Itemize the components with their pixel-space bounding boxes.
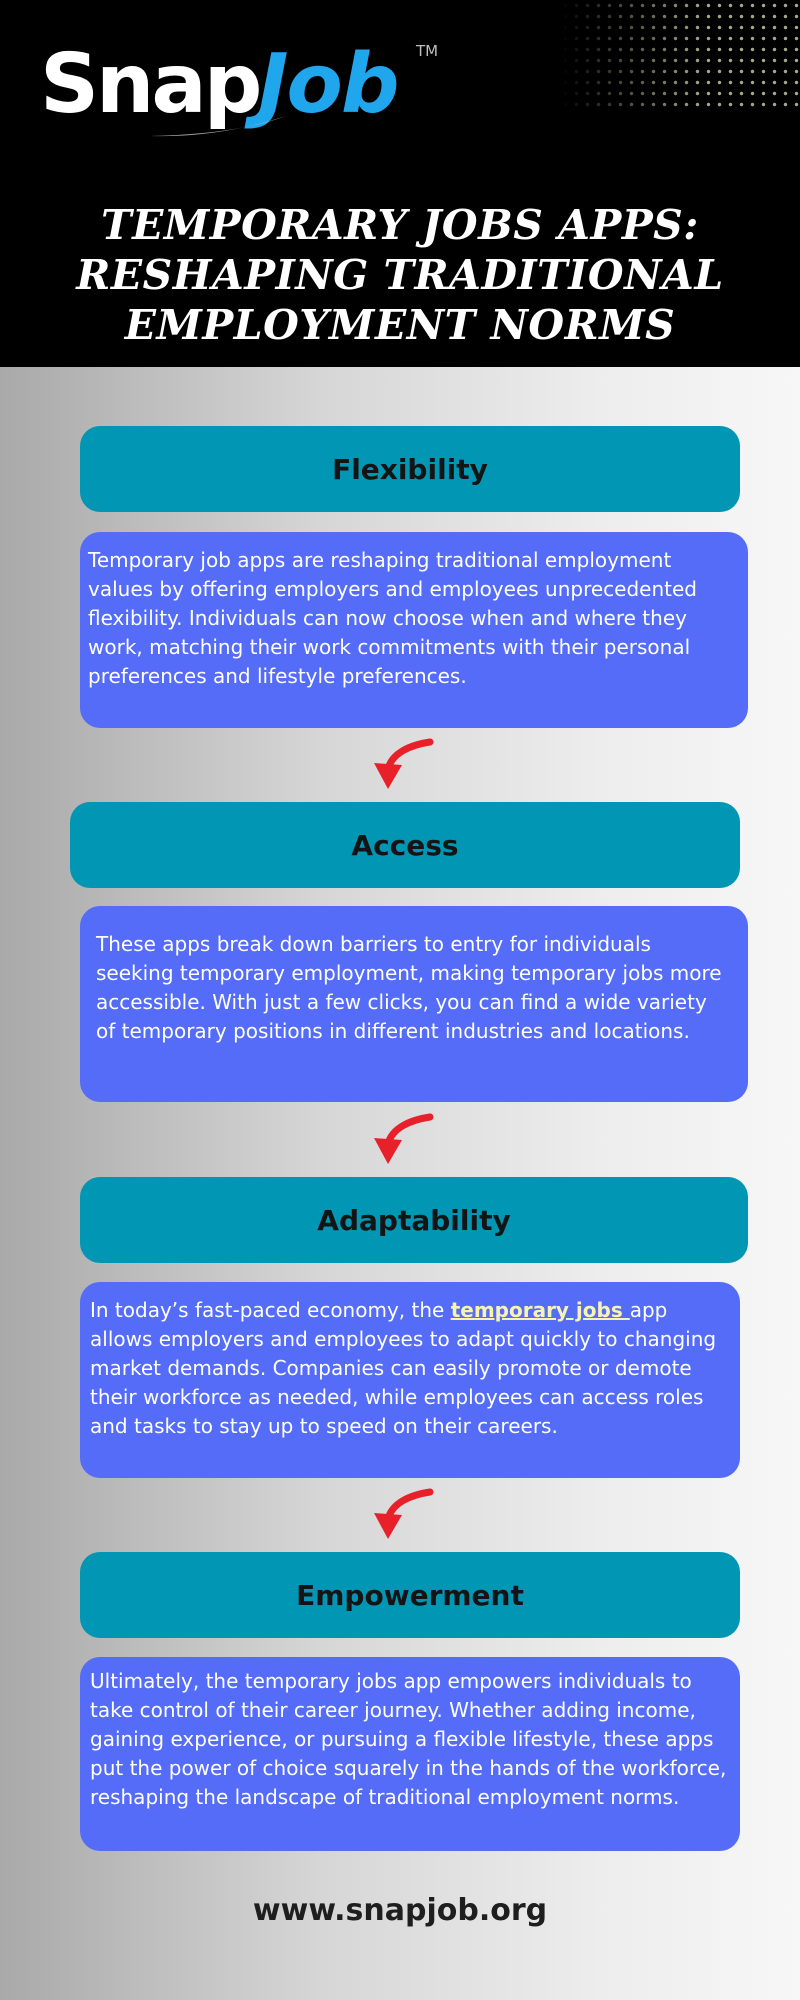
curved-arrow-down-icon bbox=[360, 1112, 440, 1172]
body-text-after-link: app allows employers and employees to adapt quickly to changing market demands. Companies can easily promote or demote their workforce as needed, while employees can access roles and tasks to stay up to speed on their careers. bbox=[90, 1298, 717, 1438]
section-body-empowerment bbox=[80, 1657, 740, 1851]
website-url[interactable]: www.snapjob.org bbox=[252, 1893, 548, 1928]
logo-swoosh-icon bbox=[148, 114, 288, 140]
section-heading-text: Access bbox=[351, 828, 459, 862]
logo-trademark: TM bbox=[416, 42, 439, 60]
section-body-text: These apps break down barriers to entry for individuals seeking temporary employment, making temporary jobs more accessible. With just a few clicks, you can find a wide variety of temporary positions in different industries and locations. bbox=[96, 932, 722, 1043]
dot-pattern-decoration bbox=[560, 0, 800, 110]
section-heading-adaptability bbox=[80, 1177, 748, 1263]
section-heading-text: Empowerment bbox=[296, 1578, 524, 1612]
temporary-jobs-link[interactable]: temporary jobs bbox=[450, 1298, 630, 1322]
section-heading-flexibility bbox=[80, 426, 740, 512]
section-body-text bbox=[90, 1296, 730, 1441]
curved-arrow-down-icon bbox=[360, 1487, 440, 1547]
section-heading-access bbox=[70, 802, 740, 888]
page-title: TEMPORARY JOBS APPS: RESHAPING TRADITIONAL EMPLOYMENT NORMS bbox=[76, 201, 724, 349]
section-heading-empowerment bbox=[80, 1552, 740, 1638]
logo-snap-text: Snap bbox=[40, 37, 260, 132]
section-body-adaptability bbox=[80, 1282, 740, 1478]
curved-arrow-down-icon bbox=[360, 737, 440, 797]
section-heading-text: Adaptability bbox=[317, 1203, 511, 1237]
section-body-text: Ultimately, the temporary jobs app empowers individuals to take control of their career journey. Whether adding income, gaining experience, or pursuing a flexible lifestyle, these apps put the power of choice squarely in the hands of the workforce, reshaping the landscape of traditional employment norms. bbox=[90, 1669, 727, 1809]
section-body-flexibility bbox=[80, 532, 748, 728]
section-body-access bbox=[80, 906, 748, 1102]
section-body-text: Temporary job apps are reshaping traditional employment values by offering employers and employees unprecedented flexibility. Individuals can now choose when and where they work, matching their work commitments with their personal preferences and lifestyle preferences. bbox=[88, 548, 697, 688]
section-heading-text: Flexibility bbox=[332, 452, 488, 486]
header-banner bbox=[0, 0, 800, 367]
body-text-before-link: In today’s fast-paced economy, the bbox=[90, 1298, 451, 1322]
logo-job-text: Job bbox=[258, 37, 398, 132]
